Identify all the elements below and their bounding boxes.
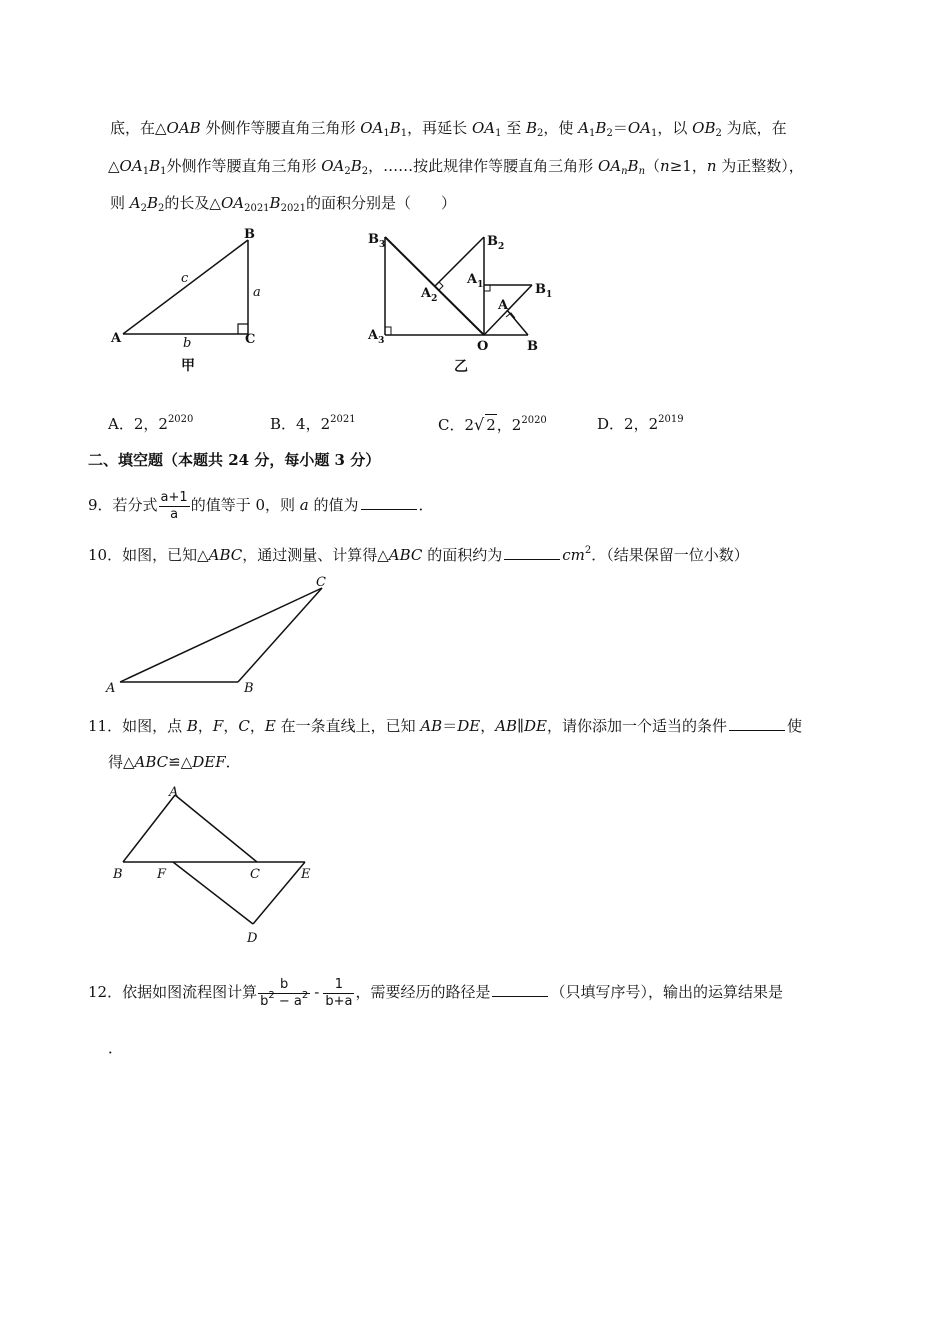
question-11-line2: 得△ABC≌△DEF． <box>108 753 241 771</box>
subscript: 2021 <box>280 203 307 214</box>
math: OA <box>220 194 245 212</box>
question-9: 9．若分式 $\frac{a+1}{a}$ 的值等于 0，则 a 的值为 ． <box>88 489 434 522</box>
figure-q10 <box>100 570 340 695</box>
subscript: 2 <box>606 128 613 139</box>
subscript: 1 <box>400 128 408 139</box>
label-b: B <box>113 867 123 882</box>
label-c: C <box>316 575 326 590</box>
label-b: B <box>527 339 538 354</box>
caption-yi: 乙 <box>454 359 468 375</box>
math: OA <box>597 157 622 175</box>
caption-jia: 甲 <box>181 358 195 374</box>
subscript: 2 <box>361 166 369 177</box>
option-b[interactable]: B．4，$2^{2021}$ <box>270 414 356 433</box>
right-angle-a2 <box>439 282 443 290</box>
text: 为底，在 <box>721 119 787 137</box>
math: B <box>526 119 538 137</box>
fraction-2: $\frac{1}{b+a}$ <box>325 976 353 1009</box>
q8-line1 <box>110 118 787 138</box>
label-a1: $A_1$ <box>467 272 484 290</box>
text: △ <box>108 157 120 175</box>
answer-blank[interactable] <box>492 982 548 997</box>
math-oab: OAB <box>166 119 201 137</box>
sqrt-symbol: √ <box>474 415 485 434</box>
label-b: B <box>244 681 254 695</box>
subscript: 2 <box>715 128 722 139</box>
side-ac <box>175 795 257 862</box>
text: ，使 <box>543 119 579 137</box>
subscript: 2 <box>140 203 147 214</box>
label-f: F <box>157 867 167 882</box>
right-angle-a1 <box>484 285 490 291</box>
label-c: c <box>181 271 189 286</box>
label-b3: $B_3$ <box>368 232 386 250</box>
text: ，……按此规律作等腰直角三角形 <box>368 157 598 175</box>
option-a[interactable]: A．2，$2^{2020}$ <box>108 414 194 433</box>
label-b1: $B_1$ <box>535 282 553 300</box>
math: B <box>147 194 159 212</box>
text: 为正整数）， <box>716 157 804 175</box>
label-C: C <box>245 332 256 347</box>
label-A: A <box>111 331 122 346</box>
label-a: A <box>106 681 116 695</box>
side-de <box>253 862 305 924</box>
label-a3: $A_3$ <box>368 328 385 346</box>
math: OA <box>119 157 143 175</box>
subscript: 1 <box>383 128 390 139</box>
math: B <box>350 157 362 175</box>
math: A <box>129 194 141 212</box>
subscript: 1 <box>142 166 150 177</box>
text: 外侧作等腰直角三角形 <box>200 119 361 137</box>
label-a: a <box>253 285 261 300</box>
text: 的长及△ <box>164 194 221 212</box>
answer-blank[interactable] <box>729 716 785 731</box>
label-B: B <box>244 227 255 242</box>
math: n <box>706 157 717 175</box>
math: B <box>595 119 607 137</box>
answer-blank[interactable] <box>361 495 417 510</box>
text: 外侧作等腰直角三角形 <box>166 157 322 175</box>
side-bc <box>238 588 322 682</box>
text: ＝ <box>612 119 628 137</box>
text: （ <box>645 157 661 175</box>
math: B <box>269 194 281 212</box>
math: OA <box>627 119 651 137</box>
subscript: n <box>621 166 628 177</box>
answer-blank[interactable] <box>504 545 560 560</box>
fraction: $\frac{a+1}{a}$ <box>160 489 188 522</box>
figure-yi <box>360 225 560 380</box>
math: B <box>389 119 401 137</box>
question-12: 12．依据如图流程图计算 $\frac{b}{b^2 - a^2}$ - $\frac{1}{b+a}$ ，需要经历的路径是 （只填写序号），输出的运算结果是 <box>88 976 783 1009</box>
text: 底，在△ <box>110 119 167 137</box>
text: ，再延长 <box>407 119 472 137</box>
math: OA <box>471 119 496 137</box>
label-a: A <box>169 785 179 800</box>
label-d: D <box>247 931 258 946</box>
side-ac <box>120 588 322 682</box>
math: B <box>627 157 639 175</box>
text: ，以 <box>657 119 693 137</box>
text: 至 <box>501 119 527 137</box>
question-12-end: ． <box>108 1039 124 1057</box>
math: OB <box>692 119 716 137</box>
question-11-line1: 11．如图，点 B，F，C，E 在一条直线上，已知 AB＝DE，AB∥DE，请你添加一个适当的条件 使 <box>88 717 803 735</box>
label-c: C <box>250 867 260 882</box>
q8-line3 <box>110 193 456 213</box>
label-o: O <box>477 339 489 354</box>
subscript: 1 <box>160 166 167 177</box>
subscript: 1 <box>650 128 658 139</box>
subscript: n <box>638 166 646 177</box>
fraction-1: $\frac{b}{b^2 - a^2}$ <box>260 976 309 1009</box>
right-angle-a3 <box>385 327 391 335</box>
math: OA <box>321 157 345 175</box>
label-e: E <box>301 867 311 882</box>
text: ≥1， <box>669 157 707 175</box>
math: A <box>578 119 590 137</box>
q8-line2 <box>108 156 804 176</box>
option-c[interactable]: C．2√ 2，$2^{2020}$ <box>438 415 547 434</box>
label-a: A <box>498 298 509 313</box>
subscript: 2 <box>344 166 351 177</box>
text: 的面积分别是（ ） <box>306 194 457 212</box>
label-b: b <box>183 336 192 351</box>
subscript: 1 <box>495 128 502 139</box>
math: n <box>660 157 670 175</box>
figure-jia <box>105 222 275 377</box>
text: 则 <box>110 194 130 212</box>
question-10: 10．如图，已知△ABC，通过测量、计算得△ABC 的面积约为 $cm^2$．（结果保留一位小数） <box>88 545 749 564</box>
section-heading: 二、填空题（本题共 24 分，每小题 3 分） <box>88 451 381 469</box>
label-a2: $A_2$ <box>421 286 438 304</box>
figure-q11 <box>105 780 335 950</box>
subscript: 2 <box>158 203 165 214</box>
subscript: 2021 <box>244 203 270 214</box>
subscript: 2 <box>537 128 544 139</box>
math: OA <box>360 119 384 137</box>
label-b2: $B_2$ <box>487 234 505 252</box>
option-d[interactable]: D．2，$2^{2019}$ <box>597 414 684 433</box>
side-ab <box>123 795 175 862</box>
side-c <box>123 240 248 334</box>
subscript: 1 <box>589 128 596 139</box>
math: B <box>149 157 161 175</box>
side-fd <box>173 862 253 924</box>
